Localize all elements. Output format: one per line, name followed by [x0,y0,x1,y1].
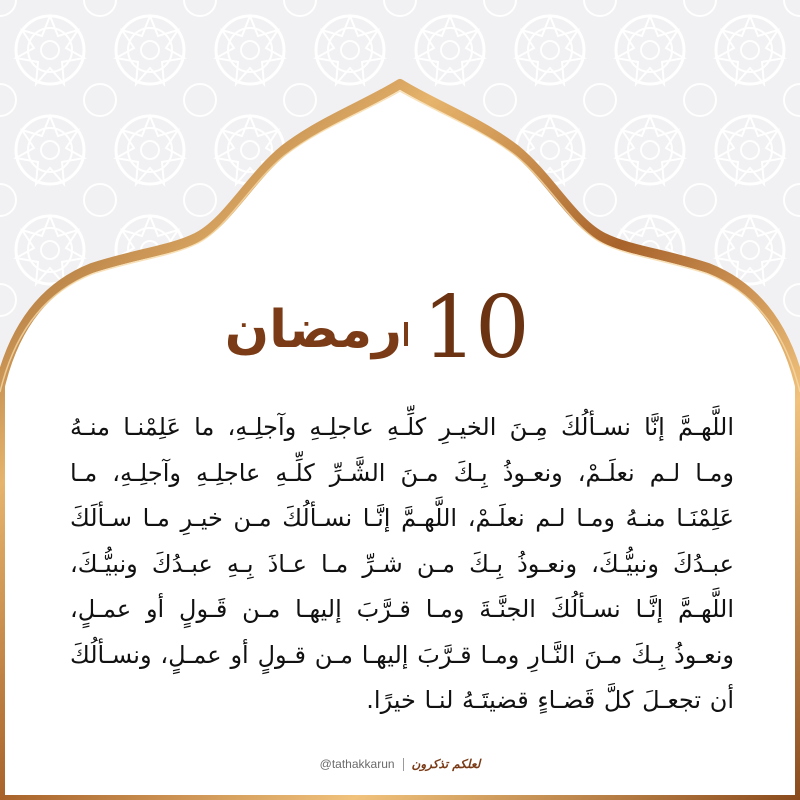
footer [0,754,800,774]
social-handle: @tathakkarun [319,757,395,771]
day-number: 10 [422,278,528,378]
brand-logo-text: لعلكم تذكرون [411,757,481,771]
month-title: رمضان [224,300,402,360]
footer-divider [403,758,404,771]
title-divider [404,322,408,346]
dua-text: اللَّهـمَّ إنَّا نسـألُكَ مِـنَ الخيـرِ كلِّـهِ عاجلِـهِ وآجلِـهِ، ما عَلِمْنـا منـهُ ومـا لـم نعلَـمْ، ونعـوذُ بِـكَ مـنَ الشَّـرِّ كلِّـهِ عاجلِـهِ وآجلِـهِ، مـا عَلِمْنَـا منـهُ ومـا لـم نعلَـمْ، اللَّهـمَّ إنَّـا نسـألُكَ مـن خيـرِ مـا سـألَكَ عبـدُكَ ونبيُّـكَ، ونعـوذُ بِـكَ مـن شـرِّ مـا عـاذَ بِـهِ عبـدُكَ ونبيُّـكَ، اللَّهـمَّ إنَّـا نسـألُكَ الجنَّـةَ ومـا قـرَّبَ إليهـا مـن قَـولٍ أو عمـلٍ، ونعـوذُ بِـكَ مـنَ النَّـارِ ومـا قـرَّبَ إليهـا مـن قـولٍ أو عمـلٍ، ونسـألُكَ أن تجعـلَ كلَّ قَضـاءٍ قضيتَـهُ لنـا خيرًا. [70,413,734,714]
